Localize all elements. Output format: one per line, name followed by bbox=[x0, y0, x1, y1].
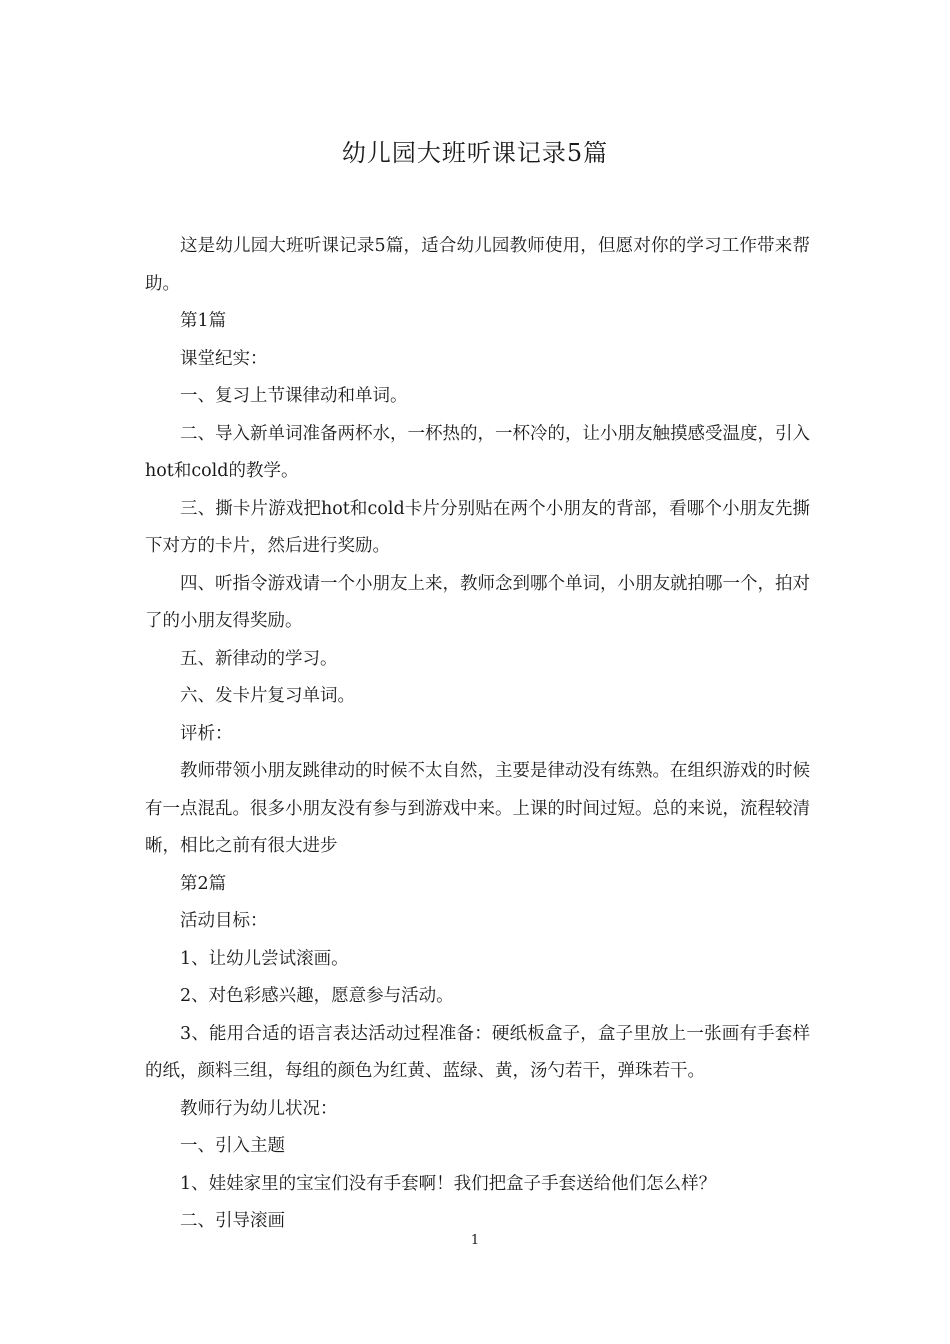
list-item: 1、娃娃家里的宝宝们没有手套啊！我们把盒子手套送给他们怎么样？ bbox=[180, 1173, 717, 1194]
list-item: 四、听指令游戏请一个小朋友上来，教师念到哪个单词，小朋友就拍哪一个，拍对了的小朋友得奖励。 bbox=[145, 573, 810, 631]
list-item: 五、新律动的学习。 bbox=[180, 648, 338, 669]
list-item: 二、导入新单词准备两杯水，一杯热的，一杯冷的，让小朋友触摸感受温度，引入hot和cold的教学。 bbox=[145, 423, 810, 481]
list-item: 一、引入主题 bbox=[180, 1136, 285, 1156]
list-item: 2、对色彩感兴趣，愿意参与活动。 bbox=[180, 986, 454, 1006]
body-paragraph: 教师带领小朋友跳律动的时候不太自然，主要是律动没有练熟。在组织游戏的时候有一点混乱。很多小朋友没有参与到游戏中来。上课的时间过短。总的来说，流程较清晰，相比之前有很大进步 bbox=[145, 761, 810, 856]
page-number: 1 bbox=[470, 1233, 480, 1248]
subheading: 教师行为幼儿状况： bbox=[180, 1098, 338, 1119]
subheading: 活动目标： bbox=[180, 911, 268, 931]
list-item: 1、让幼儿尝试滚画。 bbox=[180, 948, 349, 969]
subheading: 评析： bbox=[180, 723, 233, 744]
subheading: 课堂纪实： bbox=[180, 348, 268, 369]
list-item: 3、能用合适的语言表达活动过程准备：硬纸板盒子，盒子里放上一张画有手套样的纸，颜料三组，每组的颜色为红黄、蓝绿、黄，汤勺若干，弹珠若干。 bbox=[145, 1023, 810, 1081]
list-item: 一、复习上节课律动和单词。 bbox=[180, 386, 408, 406]
document-body bbox=[145, 228, 810, 1241]
section-heading: 第1篇 bbox=[180, 311, 227, 331]
list-item: 二、引导滚画 bbox=[180, 1211, 285, 1231]
intro-paragraph: 这是幼儿园大班听课记录5篇，适合幼儿园教师使用，但愿对你的学习工作带来帮助。 bbox=[145, 236, 810, 294]
list-item: 三、撕卡片游戏把hot和cold卡片分别贴在两个小朋友的背部，看哪个小朋友先撕下对方的卡片，然后进行奖励。 bbox=[145, 498, 810, 556]
section-heading: 第2篇 bbox=[180, 873, 227, 894]
list-item: 六、发卡片复习单词。 bbox=[180, 686, 355, 706]
document-title: 幼儿园大班听课记录5篇 bbox=[341, 139, 609, 167]
